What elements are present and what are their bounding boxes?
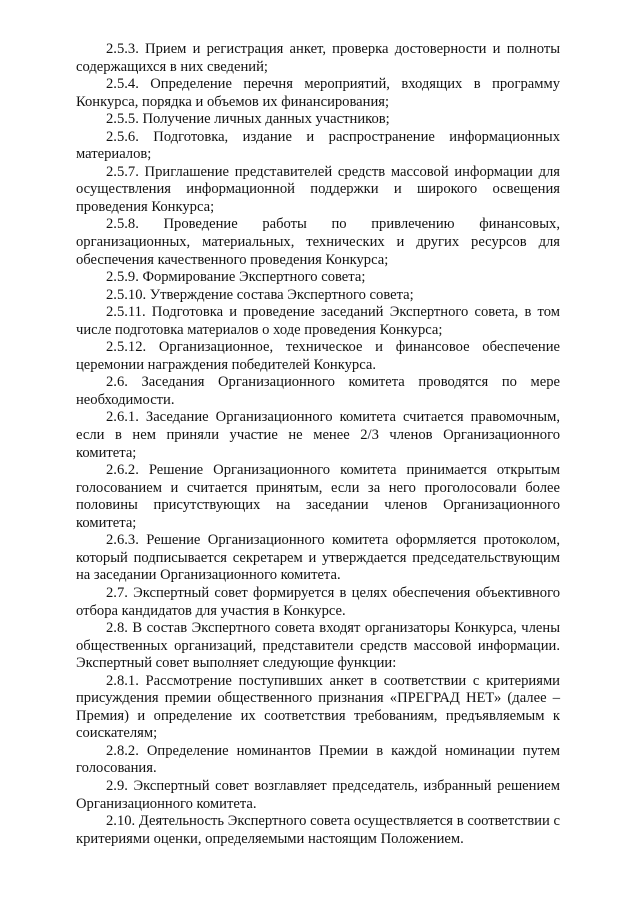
paragraph-2-5-11: 2.5.11. Подготовка и проведение заседаний Экспертного совета, в том числе подготовка материалов о ходе проведения Конкурса; <box>76 304 560 338</box>
paragraph-2-5-3: 2.5.3. Прием и регистрация анкет, проверка достоверности и полноты содержащихся в них сведений; <box>76 41 560 75</box>
paragraph-2-6-2: 2.6.2. Решение Организационного комитета принимается открытым голосованием и считается принятым, если за него проголосовали более половины присутствующих на заседании членов Организационного комитета; <box>76 462 560 531</box>
paragraph-2-5-9: 2.5.9. Формирование Экспертного совета; <box>106 269 366 286</box>
paragraph-2-8: 2.8. В состав Экспертного совета входят организаторы Конкурса, члены общественных организаций, представители средств массовой информации. Экспертный совет выполняет следующие функции: <box>76 620 560 672</box>
paragraph-2-6: 2.6. Заседания Организационного комитета проводятся по мере необходимости. <box>76 374 560 408</box>
paragraph-2-6-1: 2.6.1. Заседание Организационного комитета считается правомочным, если в нем приняли участие не менее 2/3 членов Организационного комитета; <box>76 409 560 461</box>
paragraph-2-5-4: 2.5.4. Определение перечня мероприятий, входящих в программу Конкурса, порядка и объемов их финансирования; <box>76 76 560 110</box>
paragraph-2-8-1: 2.8.1. Рассмотрение поступивших анкет в соответствии с критериями присуждения премии общественного признания «ПРЕГРАД НЕТ» (далее – Премия) и определение их соответствия требованиям, предъявляемым к соискателям; <box>76 672 560 742</box>
paragraph-2-5-10: 2.5.10. Утверждение состава Экспертного совета; <box>106 286 414 303</box>
paragraph-2-7: 2.7. Экспертный совет формируется в целях обеспечения объективного отбора кандидатов для участия в Конкурсе. <box>76 584 560 619</box>
paragraph-2-5-8: 2.5.8. Проведение работы по привлечению финансовых, организационных, материальных, технических и других ресурсов для обеспечения качественного проведения Конкурса; <box>76 216 560 268</box>
paragraph-2-5-7: 2.5.7. Приглашение представителей средств массовой информации для осуществления информационной поддержки и широкого освещения проведения Конкурса; <box>76 163 560 215</box>
paragraph-2-5-12: 2.5.12. Организационное, техническое и финансовое обеспечение церемонии награждения победителей Конкурса. <box>76 339 560 373</box>
document-body <box>76 41 560 848</box>
paragraph-2-9: 2.9. Экспертный совет возглавляет председатель, избранный решением Организационного комитета. <box>76 777 560 812</box>
paragraph-2-5-6: 2.5.6. Подготовка, издание и распространение информационных материалов; <box>76 128 560 163</box>
paragraph-2-10: 2.10. Деятельность Экспертного совета осуществляется в соответствии с критериями оценки, определяемыми настоящим Положением. <box>76 813 560 847</box>
paragraph-2-8-2: 2.8.2. Определение номинантов Премии в каждой номинации путем голосования. <box>76 742 560 777</box>
paragraph-2-5-5: 2.5.5. Получение личных данных участников; <box>106 111 390 128</box>
paragraph-2-6-3: 2.6.3. Решение Организационного комитета оформляется протоколом, который подписывается секретарем и утверждается председательствующим на заседании Организационного комитета. <box>76 532 560 584</box>
